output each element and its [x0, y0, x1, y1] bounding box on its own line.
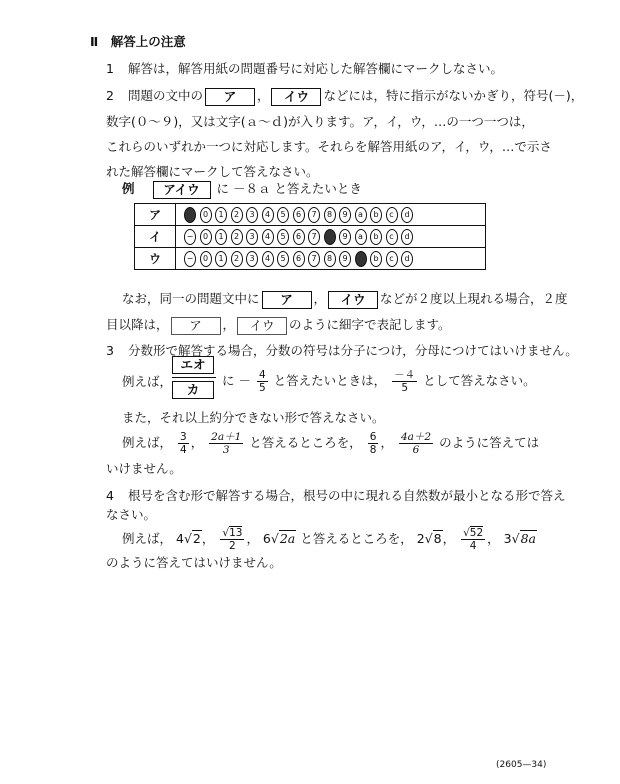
mark-bubble: a — [355, 229, 367, 245]
sqrt-8a: √8a — [511, 531, 536, 546]
item-2-text-post: などには，特に指示がないかぎり，符号(－)， — [323, 88, 584, 103]
note-box-a: ア — [262, 291, 312, 309]
mark-row-bubbles — [176, 204, 486, 226]
note-line-2: 目以降は， ア ， イウ のように細字で表記します。 — [106, 317, 451, 333]
g3-den: 8 — [369, 444, 377, 456]
s3-rad: 8a — [520, 531, 536, 546]
g4-den: 6 — [412, 444, 420, 456]
mark-row-label: ア — [135, 204, 176, 226]
ex2-post: のように答えては — [439, 435, 540, 450]
mark-bubble: − — [184, 251, 196, 267]
mark-bubble: − — [184, 207, 196, 223]
ex-mid: に — [222, 373, 235, 388]
mark-bubble: b — [370, 251, 382, 267]
mark-row — [135, 204, 486, 226]
mark-bubble: 2 — [231, 207, 243, 223]
mark-bubble: 2 — [231, 229, 243, 245]
mark-row-label: イ — [135, 226, 176, 248]
mark-row-bubbles — [176, 248, 486, 270]
f2-num: －４ — [394, 369, 416, 381]
item-3-number: 3 — [106, 343, 114, 358]
fraction-6-8 — [368, 431, 379, 456]
item-2-line-1 — [106, 87, 583, 106]
mark-bubble: 5 — [277, 207, 289, 223]
mark-bubble: 3 — [246, 229, 258, 245]
mark-row — [135, 226, 486, 248]
mark-bubble: 5 — [277, 251, 289, 267]
mark-bubble: 3 — [246, 207, 258, 223]
ex-mid2: と答えたいときは， — [273, 373, 387, 388]
f1-num: 4 — [259, 369, 266, 381]
item-2-line-2: 数字(０～９)，又は文字(ａ～ｄ)が入ります。ア，イ，ウ，…の一つ一つは， — [106, 114, 534, 129]
mark-bubble: d — [401, 207, 413, 223]
note-text-post: などが２度以上現れる場合，２度 — [380, 291, 568, 306]
mark-row — [135, 248, 486, 270]
s2-den: 4 — [469, 540, 477, 552]
mark-sheet-example — [134, 203, 486, 270]
item-1 — [106, 60, 503, 78]
mark-bubble: d — [401, 229, 413, 245]
note2-text-post: のように細字で表記します。 — [289, 317, 451, 332]
s1-rad: 8 — [433, 531, 442, 546]
mark-bubble: c — [386, 229, 398, 245]
s1-coef: 2 — [416, 531, 425, 546]
g3-num: 6 — [369, 431, 377, 443]
mark-bubble: 8 — [324, 229, 336, 245]
r2-rad: 13 — [229, 527, 243, 539]
note-box-iu: イウ — [328, 291, 378, 309]
answer-box-a: ア — [205, 88, 255, 106]
ex4-pre: 例えば， — [122, 531, 173, 546]
example-text: に －８ａ と答えたいとき — [216, 181, 362, 196]
mark-bubble: 9 — [339, 207, 351, 223]
s3-coef: 3 — [503, 531, 512, 546]
mark-bubble: c — [386, 251, 398, 267]
item-3-example-body — [222, 366, 536, 396]
g4-num: 4a＋2 — [400, 431, 432, 443]
item-2-line-4: れた解答欄にマークして答えなさい。 — [106, 164, 319, 179]
item-3-also: また，それ以上約分できない形で答えなさい。 — [122, 410, 385, 425]
mark-bubble: 1 — [215, 251, 227, 267]
mark-bubble: 6 — [293, 251, 305, 267]
item-4-end: のように答えてはいけません。 — [106, 555, 282, 570]
mark-bubble: b — [370, 229, 382, 245]
minus-sign: － — [238, 373, 252, 388]
page-code: (2605—34) — [496, 760, 547, 770]
item-1-number: 1 — [106, 61, 114, 76]
r1-rad: 2 — [192, 531, 201, 546]
g2-num: 2a＋1 — [211, 431, 242, 443]
mark-bubble: 9 — [339, 229, 351, 245]
comma: ， — [256, 88, 270, 103]
mark-bubble: 2 — [231, 251, 243, 267]
mark-bubble: 3 — [246, 251, 258, 267]
mark-bubble: b — [370, 207, 382, 223]
mark-bubble: − — [184, 229, 196, 245]
ex2-mid: と答えるところを， — [249, 435, 362, 450]
g2-den: 3 — [222, 444, 230, 456]
mark-bubble: 5 — [277, 229, 289, 245]
answer-box-eo: エオ — [172, 356, 214, 374]
mark-bubble: 7 — [308, 251, 320, 267]
mark-bubble: a — [355, 251, 367, 267]
mark-bubble: 4 — [262, 251, 274, 267]
mark-bubble: 0 — [200, 251, 212, 267]
r2-den: 2 — [229, 540, 236, 552]
r3-coef: 6 — [262, 531, 271, 546]
item-1-text: 解答は，解答用紙の問題番号に対応した解答欄にマークしなさい。 — [127, 61, 503, 76]
example-answer-box: アイウ — [153, 181, 211, 199]
f2-den: 5 — [401, 382, 409, 394]
fraction-sqrt13-2: $\frac{√13}{2}$ — [222, 527, 243, 552]
ex2-pre: 例えば， — [122, 435, 173, 450]
mark-bubble: 8 — [324, 207, 336, 223]
r3-rad: 2a — [279, 531, 296, 546]
item-4-number: 4 — [106, 488, 114, 503]
item-2-number: 2 — [106, 88, 114, 103]
item-4-text: 根号を含む形で解答する場合，根号の中に現れる自然数が最小となる形で答え — [127, 488, 566, 503]
item-2-line-3: これらのいずれか一つに対応します。それらを解答用紙のア，イ，ウ，…で示さ — [106, 139, 552, 154]
fraction-box-stack — [172, 356, 216, 399]
mark-bubble: 0 — [200, 229, 212, 245]
item-3-example-pre: 例えば， — [122, 374, 173, 389]
note-text-pre: なお，同一の問題文中に — [122, 291, 260, 306]
g1-num: 3 — [180, 431, 187, 443]
fraction-4a2-6 — [399, 431, 433, 456]
mark-bubble: 7 — [308, 207, 320, 223]
sqrt-2a: √2a — [270, 531, 296, 546]
answer-box-ka: カ — [172, 381, 214, 399]
g1-den: 4 — [180, 444, 187, 456]
mark-bubble: 7 — [308, 229, 320, 245]
item-3-text: 分数形で解答する場合，分数の符号は分子につけ，分母につけてはいけません。 — [127, 343, 578, 358]
sqrt-8: √8 — [424, 531, 442, 546]
fraction-2a1-3 — [209, 431, 243, 456]
fraction-sqrt52-4: $\frac{√52}{4}$ — [463, 527, 484, 552]
mark-bubble: 0 — [200, 207, 212, 223]
ex4-mid: と答えるところを， — [300, 531, 413, 546]
mark-bubble: 8 — [324, 251, 336, 267]
item-4-line-1 — [106, 487, 565, 505]
sqrt-2: √2 — [183, 531, 201, 546]
mark-bubble: 6 — [293, 207, 305, 223]
thin-box-a: ア — [171, 317, 221, 335]
s2-rad: 52 — [469, 527, 484, 539]
mark-row-bubbles — [176, 226, 486, 248]
note2-text-pre: 目以降は， — [106, 317, 169, 332]
item-2-text-pre: 問題の文中の — [127, 88, 203, 103]
answer-box-iu: イウ — [271, 88, 321, 106]
fraction-neg-4-5 — [257, 369, 268, 394]
mark-bubble: 1 — [215, 207, 227, 223]
mark-bubble: d — [401, 251, 413, 267]
mark-bubble: c — [386, 207, 398, 223]
mark-bubble: 9 — [339, 251, 351, 267]
item-3-example-2: 例えば， $\frac{3}{4}$ ， $\frac{2a+1}{3}$ と答えるところを， $\frac{6}{8}$ ， $\frac{4a+2}{6}$ のように答えては — [122, 431, 540, 456]
example-label: 例 — [122, 181, 135, 196]
r1-coef: 4 — [176, 531, 184, 546]
fraction-3-4 — [178, 431, 189, 456]
mark-bubble: a — [355, 207, 367, 223]
item-4-line-2: なさい。 — [106, 507, 157, 522]
mark-bubble: 4 — [262, 229, 274, 245]
thin-box-iu: イウ — [237, 317, 287, 335]
mark-bubble: 1 — [215, 229, 227, 245]
mark-bubble: 4 — [262, 207, 274, 223]
f1-den: 5 — [259, 382, 266, 394]
mark-bubble: 6 — [293, 229, 305, 245]
section-title: Ⅱ 解答上の注意 — [90, 34, 186, 49]
ex-post: として答えなさい。 — [423, 373, 536, 388]
note-line-1: なお，同一の問題文中に ア ， イウ などが２度以上現れる場合，２度 — [122, 291, 568, 307]
mark-row-label: ウ — [135, 248, 176, 270]
fraction-minus4-over-5 — [392, 369, 417, 394]
item-4-example: 例えば， 4√2， $\frac{√13}{2}$ ， 6√2a と答えるところを， 2√8， $\frac{√52}{4}$ ， 3√8a — [122, 524, 537, 554]
item-3-example-2-line-2: いけません。 — [106, 461, 182, 476]
example-line — [122, 180, 362, 199]
